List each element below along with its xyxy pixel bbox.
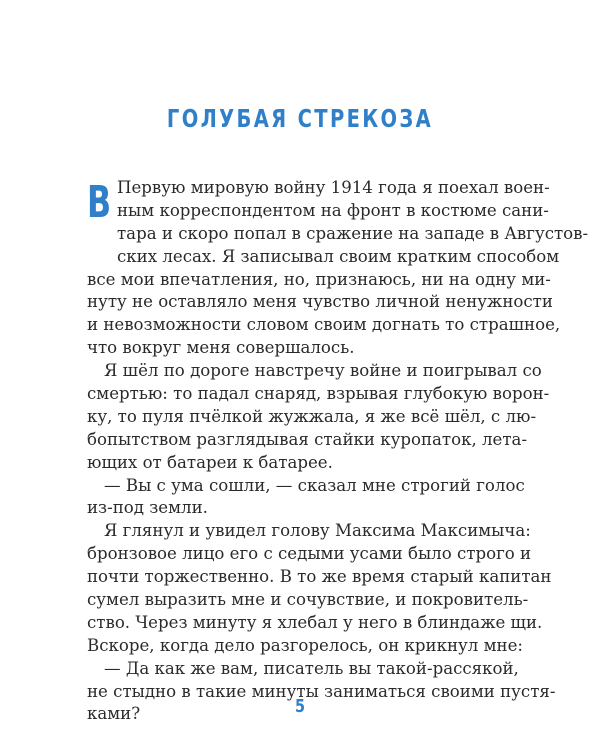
text-line: все мои впечатления, но, признаюсь, ни на одну ми- [87,269,551,289]
text-line: ских лесах. Я записывал своим кратким способом [117,246,560,266]
text-line: нуту не оставляло меня чувство личной ненужности [87,292,553,312]
text-line: — Вы с ума сошли, — сказал мне строгий голос [104,475,525,495]
text-line: смертью: то падал снаряд, взрывая глубокую ворон- [87,384,550,404]
text-line: почти торжественно. В то же время старый капитан [87,567,552,587]
text-line: бронзовое лицо его с седыми усами было строго и [87,544,532,564]
text-line: — Да как же вам, писатель вы такой-рассякой, [104,658,519,678]
drop-cap: В [87,177,112,228]
text-line: из-под земли. [87,498,208,518]
text-line: не стыдно в такие минуты заниматься своими пустя- [87,681,556,701]
text-line: Вскоре, когда дело разгорелось, он крикнул мне: [87,635,523,655]
text-line: сумел выразить мне и сочувствие, и покровитель- [87,590,529,610]
text-line: бопытством разглядывая стайки куропаток, лета- [87,429,528,449]
text-line: и невозможности словом своим догнать то страшное, [87,315,561,335]
text-line: что вокруг меня совершалось. [87,338,355,358]
text-line: ками? [87,704,141,724]
text-line: Первую мировую войну 1914 года я поехал воен- [117,178,550,197]
text-line: Я глянул и увидел голову Максима Максимыча: [104,521,531,541]
body-text [87,177,589,726]
page-number: 5 [294,696,306,717]
text-line: ным корреспондентом на фронт в костюме сани- [117,200,549,220]
text-line: ство. Через минуту я хлебал у него в блиндаже щи. [87,612,543,632]
text-line: Я шёл по дороге навстречу войне и поигрывал со [104,361,542,381]
chapter-title: ГОЛУБАЯ СТРЕКОЗА [166,104,434,133]
text-line: ющих от батареи к батарее. [87,452,333,472]
text-line: ку, то пуля пчёлкой жужжала, я же всё шёл, с лю- [87,406,537,426]
text-line: тара и скоро попал в сражение на западе в Августов- [117,223,589,243]
